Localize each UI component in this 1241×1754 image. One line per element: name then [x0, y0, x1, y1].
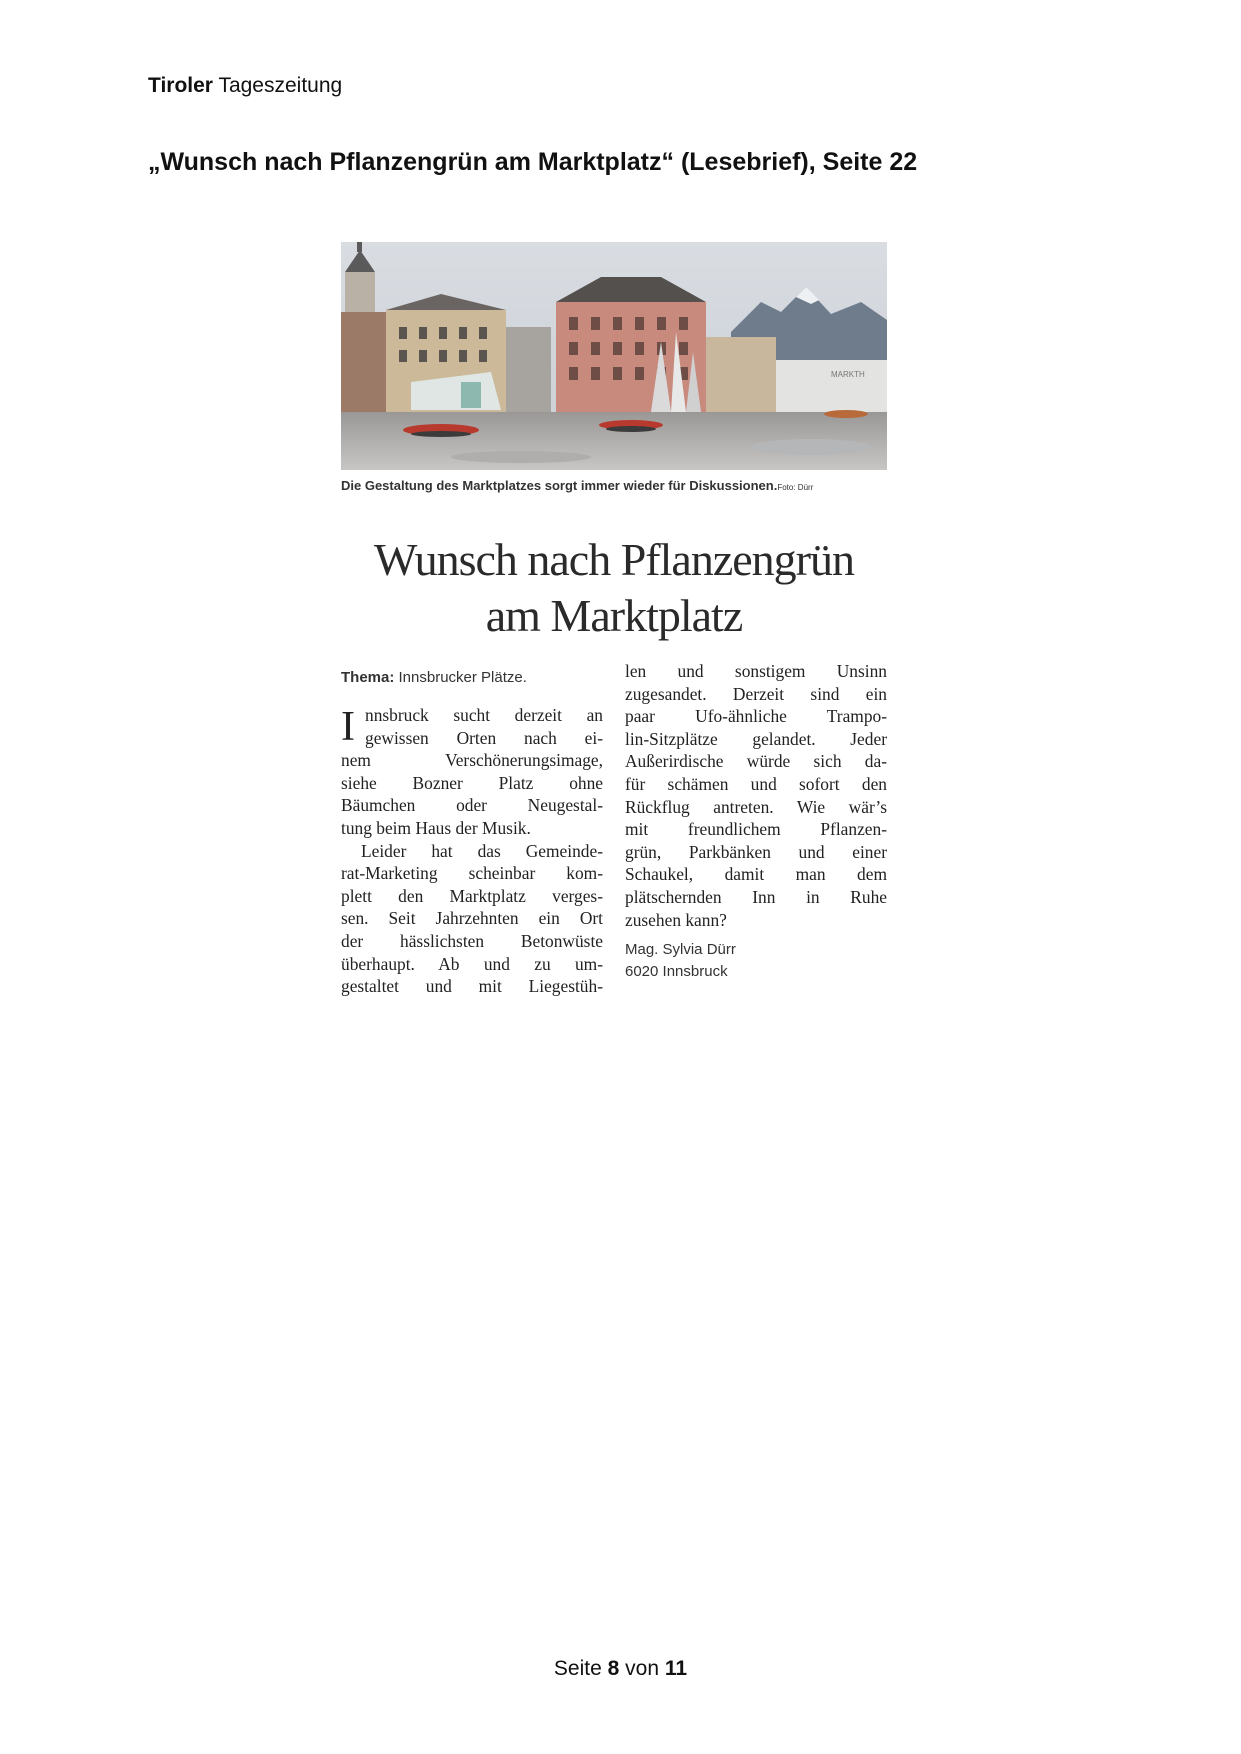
photo-credit: Foto: Dürr [777, 483, 814, 492]
publication-name-rest: Tageszeitung [218, 74, 343, 97]
body-line: Außerirdische würde sich da- [625, 751, 887, 772]
body-line: mit freundlichem Pflanzen- [625, 819, 887, 840]
publication-name [148, 74, 342, 98]
body-line: paar Ufo-ähnliche Trampo- [625, 706, 887, 727]
body-line: nem Verschönerungsimage, [341, 750, 603, 771]
author-signature [625, 939, 887, 983]
article-photo [341, 242, 887, 470]
body-line: Bäumchen oder Neugestal- [341, 795, 603, 816]
document-title: „Wunsch nach Pflanzengrün am Marktplatz“ (Lesebrief), Seite 22 [148, 148, 918, 176]
market-hall-sign: MARKTH [831, 370, 865, 379]
body-line: grün, Parkbänken und einer [625, 841, 887, 862]
body-line: plätschernden Inn in Ruhe [625, 886, 887, 907]
body-line: nnsbruck sucht derzeit an [365, 705, 603, 725]
body-line: lin-Sitzplätze gelandet. Jeder [625, 728, 887, 749]
theme-label: Thema: [341, 669, 395, 686]
photo-caption [341, 478, 887, 493]
article-column-2 [625, 660, 887, 983]
body-line: gewissen Orten nach ei- [365, 727, 603, 748]
body-line: plett den Marktplatz verges- [341, 885, 603, 906]
author-city: 6020 Innsbruck [625, 963, 728, 981]
body-line: siehe Bozner Platz ohne [341, 772, 603, 793]
body-line: Rückflug antreten. Wie wär’s [625, 796, 887, 817]
body-line: Schaukel, damit man dem [625, 864, 887, 885]
body-line: sen. Seit Jahrzehnten ein Ort [341, 908, 603, 929]
article-headline [341, 532, 887, 644]
headline-line-1: Wunsch nach Pflanzengrün [374, 534, 854, 585]
caption-text: Die Gestaltung des Marktplatzes sorgt immer wieder für Diskussionen. [341, 478, 778, 493]
publication-name-bold: Tiroler [148, 74, 213, 97]
article-theme [341, 668, 603, 688]
body-line: tung beim Haus der Musik. [341, 817, 531, 838]
body-line: len und sonstigem Unsinn [625, 661, 887, 681]
body-line: zusehen kann? [625, 909, 727, 930]
footer-total-pages: 11 [664, 1657, 688, 1680]
article-body-1 [341, 704, 603, 998]
theme-value: Innsbrucker Plätze. [398, 669, 527, 686]
author-name: Mag. Sylvia Dürr [625, 941, 736, 959]
body-line: überhaupt. Ab und zu um- [341, 953, 603, 974]
article-column-1 [341, 668, 603, 998]
body-line: gestaltet und mit Liegestüh- [341, 976, 603, 997]
headline-line-2: am Marktplatz [485, 590, 743, 641]
body-line: zugesandet. Derzeit sind ein [625, 683, 887, 704]
body-line: der hässlichsten Betonwüste [341, 930, 603, 951]
body-line: rat-Marketing scheinbar kom- [341, 863, 603, 884]
drop-cap: I [341, 704, 355, 750]
body-line: Leider hat das Gemeinde- [361, 840, 603, 861]
footer-prefix: Seite [553, 1657, 602, 1680]
page-footer [0, 1657, 1241, 1681]
footer-middle: von [625, 1657, 660, 1680]
footer-page-number: 8 [607, 1657, 620, 1680]
body-line: für schämen und sofort den [625, 773, 887, 794]
